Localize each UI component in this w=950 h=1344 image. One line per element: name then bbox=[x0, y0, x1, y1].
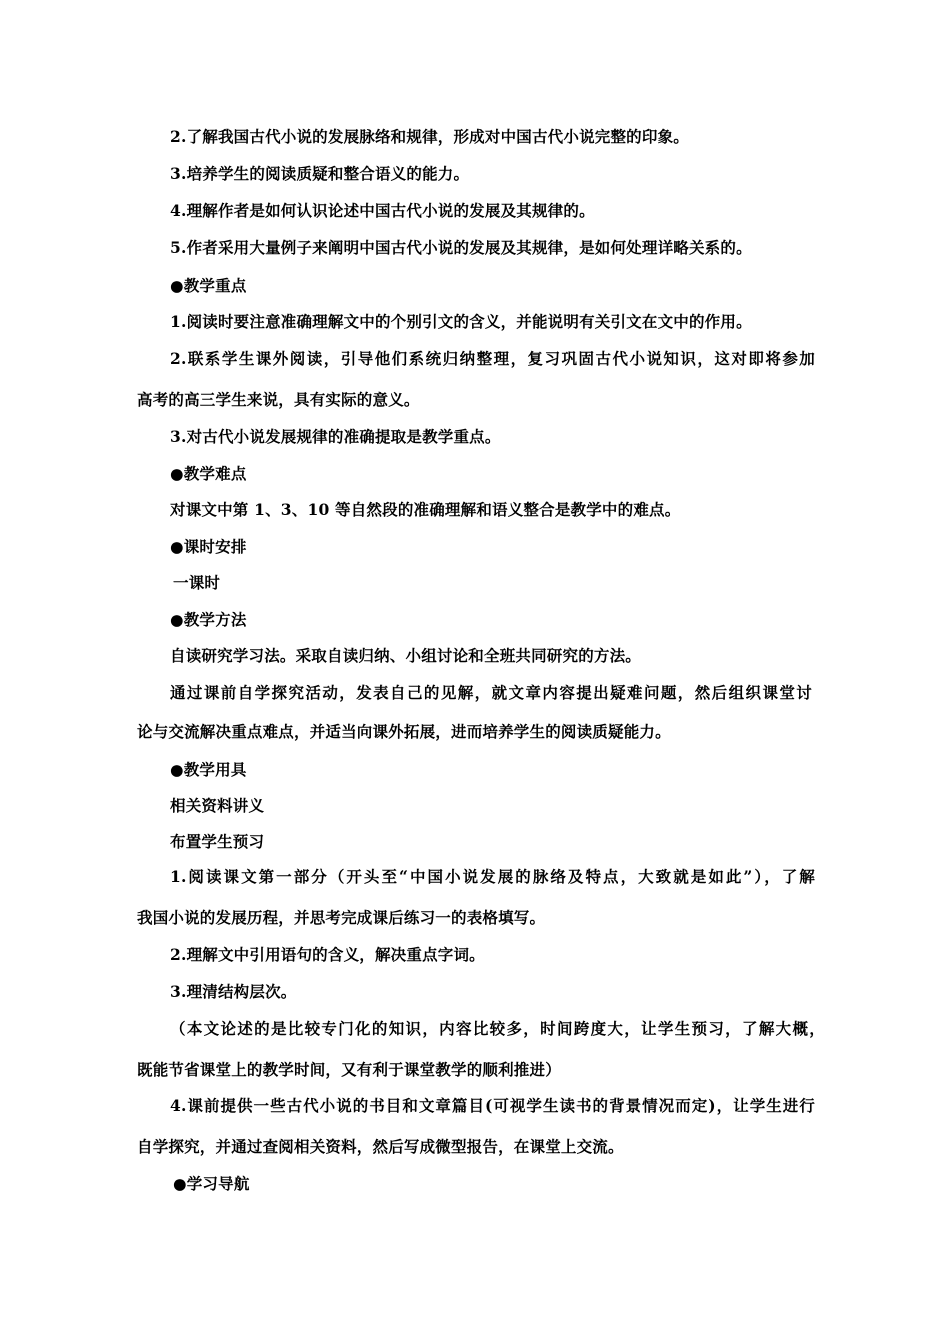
preview-heading: 布置学生预习 bbox=[170, 832, 265, 851]
methods-detail-line-2: 论与交流解决重点难点，并适当向课外拓展，进而培养学生的阅读质疑能力。 bbox=[137, 722, 671, 741]
section-heading-schedule: ●课时安排 bbox=[170, 537, 247, 556]
objective-5: 5.作者采用大量例子来阐明中国古代小说的发展及其规律，是如何处理详略关系的。 bbox=[170, 238, 752, 257]
preview-note-line-2: 既能节省课堂上的教学时间，又有利于课堂教学的顺利推进） bbox=[137, 1060, 561, 1079]
section-heading-navigation: ●学习导航 bbox=[173, 1174, 250, 1193]
objective-4: 4.理解作者是如何认识论述中国古代小说的发展及其规律的。 bbox=[170, 201, 595, 220]
methods-detail-line-1: 通过课前自学探究活动，发表自己的见解，就文章内容提出疑难问题，然后组织课堂讨 bbox=[170, 683, 812, 702]
preview-1-line-2: 我国小说的发展历程，并思考完成课后练习一的表格填写。 bbox=[137, 908, 546, 927]
preview-2: 2.理解文中引用语句的含义，解决重点字词。 bbox=[170, 945, 485, 964]
preview-4-line-2: 自学探究，并通过查阅相关资料，然后写成微型报告，在课堂上交流。 bbox=[137, 1137, 624, 1156]
section-heading-methods: ●教学方法 bbox=[170, 610, 247, 629]
objective-2: 2.了解我国古代小说的发展脉络和规律，形成对中国古代小说完整的印象。 bbox=[170, 127, 689, 146]
preview-1-line-1: 1.阅读课文第一部分（开头至“中国小说发展的脉络及特点，大致就是如此”），了解 bbox=[170, 867, 815, 886]
key-point-1: 1.阅读时要注意准确理解文中的个别引文的含义，并能说明有关引文在文中的作用。 bbox=[170, 312, 752, 331]
key-point-2-line-1: 2.联系学生课外阅读，引导他们系统归纳整理，复习巩固古代小说知识，这对即将参加 bbox=[170, 349, 815, 368]
section-heading-tools: ●教学用具 bbox=[170, 760, 247, 779]
preview-note-line-1: （本文论述的是比较专门化的知识，内容比较多，时间跨度大，让学生预习，了解大概， bbox=[170, 1019, 825, 1038]
section-heading-difficulties: ●教学难点 bbox=[170, 464, 247, 483]
tools-text: 相关资料讲义 bbox=[170, 796, 265, 815]
key-point-3: 3.对古代小说发展规律的准确提取是教学重点。 bbox=[170, 427, 501, 446]
section-heading-key-points: ●教学重点 bbox=[170, 276, 247, 295]
schedule-text: 一课时 bbox=[173, 573, 221, 592]
key-point-2-line-2: 高考的高三学生来说，具有实际的意义。 bbox=[137, 390, 420, 409]
objective-3: 3.培养学生的阅读质疑和整合语义的能力。 bbox=[170, 164, 470, 183]
preview-4-line-1: 4.课前提供一些古代小说的书目和文章篇目(可视学生读书的背景情况而定)，让学生进行 bbox=[170, 1096, 815, 1115]
difficulty-text: 对课文中第 1、3、10 等自然段的准确理解和语义整合是教学中的难点。 bbox=[170, 500, 681, 519]
preview-3: 3.理清结构层次。 bbox=[170, 982, 297, 1001]
methods-text: 自读研究学习法。采取自读归纳、小组讨论和全班共同研究的方法。 bbox=[170, 646, 642, 665]
